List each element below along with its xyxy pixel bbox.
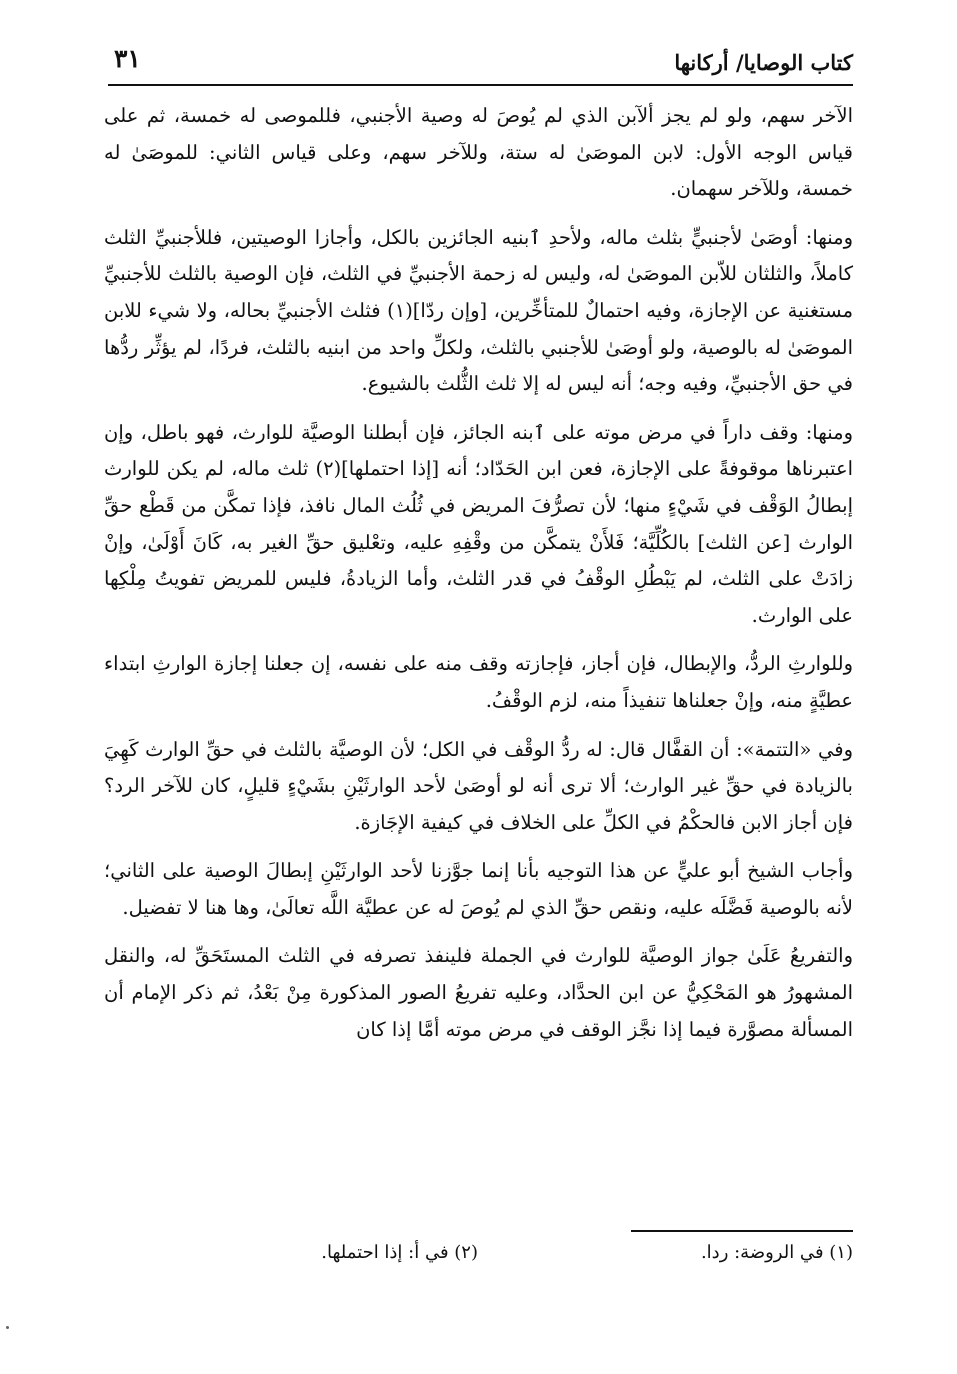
body-text	[104, 98, 853, 1060]
paragraph: وأجاب الشيخ أبو عليٍّ عن هذا التوجيه بأنا إنما جوَّزنا لأحد الوارثَيْنِ إبطالَ الوصية على الثاني؛ لأنه بالوصية فَضَّلَه عليه، ونقص حقِّ الذي لم يُوصَ له عن عطيَّة اللَّه تعالَىٰ، وها هنا لا تفضيل.	[104, 859, 853, 919]
header-title: كتاب الوصايا/ أركانها	[674, 50, 853, 75]
footnote-divider	[631, 1230, 853, 1232]
paragraph: ومنها: وقف داراً في مرض موته على ٱبنه الجائز، فإن أبطلنا الوصيَّة للوارث، فهو باطل، وإن اعتبرناها موقوفةً على الإجازة، فعن ابن الحَدّاد؛ أنه [إذا احتملها](٢) ثلث ماله، لم يكن للوارث إبطالُ الوَقْف في شَيْءٍ منها؛ لأن تصرُّفَ المريض في ثُلُث المال نافذ، فإذا تمكَّن من قَطْع حقِّ الوارث [عن الثلث] بالكُلِّيَّة؛ فَلأَنْ يتمكَّن من وقْفِهِ عليه، وتعْليق حقِّ الغير به، كَانَ أَوْلَىٰ، وإنْ زادَتْ على الثلث، لم يَبْطُلِ الوقْفُ في قدر الثلث، وأما الزيادةُ، فليس للمريض تفويتُ مِلْكِها على الوارث.	[104, 420, 853, 627]
footnote-1: (١) في الروضة: ردا.	[700, 1242, 853, 1263]
paragraph: والتفريعُ عَلَىٰ جواز الوصيَّة للوارث في الجملة فلينفذ تصرفه في الثلث المستَحَقِّ له، والنقل المشهورُ هو المَحْكِيُّ عن ابن الحدَّاد، وعليه تفريعُ الصور المذكورة مِنْ بَعْدُ، ثم ذكر الإمام أن المسألة مصوَّرة فيما إذا نجَّز الوقف في مرض موته أمَّا إذا كان	[104, 944, 853, 1041]
paragraph: وفي «التتمة»: أن القفَّال قال: له ردُّ الوقْف في الكل؛ لأن الوصيَّة بالثلث في حقِّ الوارث كَهِيَ بالزيادة في حقِّ غير الوارث؛ ألا ترى أنه لو أوصَىٰ لأحد الوارثَيْنِ بشَيْءٍ قليلٍ، كان للآخر الرد؟ فإن أجاز الابن فالحكْمُ في الكلِّ على الخلاف في كيفية الإجَازة.	[104, 737, 853, 834]
footnotes	[104, 1238, 853, 1268]
running-header	[108, 40, 853, 86]
paragraph: الآخر سهم، ولو لم يجز ألآبن الذي لم يُوصَ له وصية الأجنبي، فللموصى له خمسة، ثم على قياس الوجه الأول: لابن الموصَىٰ له ستة، وللآخر سهم، وعلى قياس الثاني: للموصَىٰ له خمسة، وللآخر سهمان.	[104, 104, 853, 201]
page-number: ٣١	[114, 44, 141, 73]
scan-speck	[6, 1326, 9, 1329]
paragraph: ومنها: أوصَىٰ لأجنبيٍّ بثلث ماله، ولأحدِ ٱبنيه الجائزين بالكل، وأجازا الوصيتين، فللأجنبيِّ الثلث كاملاً، والثلثان للاّبن الموصَىٰ له، وليس له زحمة الأجنبيِّ في الثلث، فإن الوصية بالثلث للأجنبيِّ مستغنية عن الإجازة، وفيه احتمالٌ للمتأخِّرين، [وإن ردّا](١) فثلث الأجنبيِّ بحاله، ولا شيء للابن الموصَىٰ له بالوصية، ولو أوصَىٰ للأجنبي بالثلث، ولكلِّ واحد من ابنيه بالثلث، فردًا، لم يؤثِّر ردُّها في حق الأجنبيِّ، وفيه وجه؛ أنه ليس له إلا ثلث الثُّلث بالشيوع.	[104, 225, 854, 396]
footnote-2: (٢) في أ: إذا احتملها.	[321, 1242, 478, 1263]
paragraph: وللوارثِ الردُّ، والإبطال، فإن أجاز، فإجازته وقف منه على نفسه، إن جعلنا إجازة الوارثِ ابتداء عطيَّةٍ منه، وإنْ جعلناها تنفيذاً منه، لزم الوقْفُ.	[104, 652, 853, 712]
